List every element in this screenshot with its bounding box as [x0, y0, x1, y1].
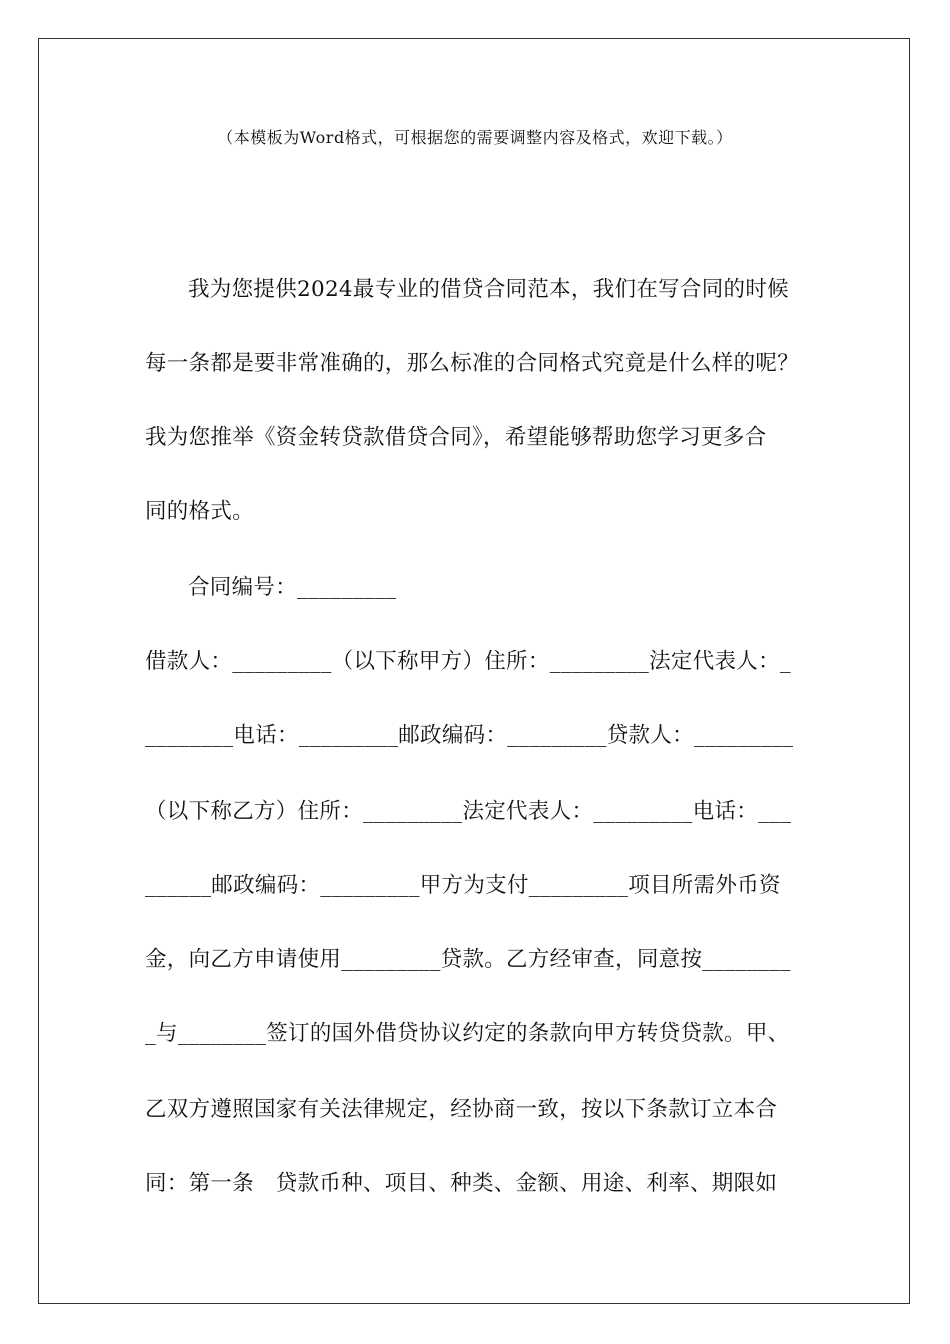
contract-body-line-3: （以下称乙方）住所：_________法定代表人：_________电话：___: [145, 799, 792, 824]
contract-body-line-5: 金，向乙方申请使用_________贷款。乙方经审查，同意按________: [145, 947, 791, 972]
template-note: （本模板为Word格式，可根据您的需要调整内容及格式，欢迎下载。）: [217, 128, 733, 147]
contract-body-line-1: 借款人：_________（以下称甲方）住所：_________法定代表人：_: [145, 649, 791, 674]
contract-body-line-8: 同：第一条 贷款币种、项目、种类、金额、用途、利率、期限如: [145, 1171, 778, 1196]
paragraph-line-3: 我为您推举《资金转贷款借贷合同》，希望能够帮助您学习更多合: [145, 425, 767, 450]
contract-number-line: 合同编号：_________: [188, 575, 397, 600]
paragraph-line-1: 我为您提供2024最专业的借贷合同范本，我们在写合同的时候: [188, 277, 789, 302]
contract-body-line-2: ________电话：_________邮政编码：_________贷款人：_________: [145, 723, 794, 748]
paragraph-line-4: 同的格式。: [145, 499, 255, 524]
paragraph-line-2: 每一条都是要非常准确的，那么标准的合同格式究竟是什么样的呢？: [145, 351, 800, 376]
contract-body-line-6: _与________签订的国外借贷协议约定的条款向甲方转贷贷款。甲、: [145, 1021, 790, 1046]
contract-body-line-4: ______邮政编码：_________甲方为支付_________项目所需外币资: [145, 873, 781, 898]
contract-body-line-7: 乙双方遵照国家有关法律规定，经协商一致，按以下条款订立本合: [145, 1097, 778, 1122]
